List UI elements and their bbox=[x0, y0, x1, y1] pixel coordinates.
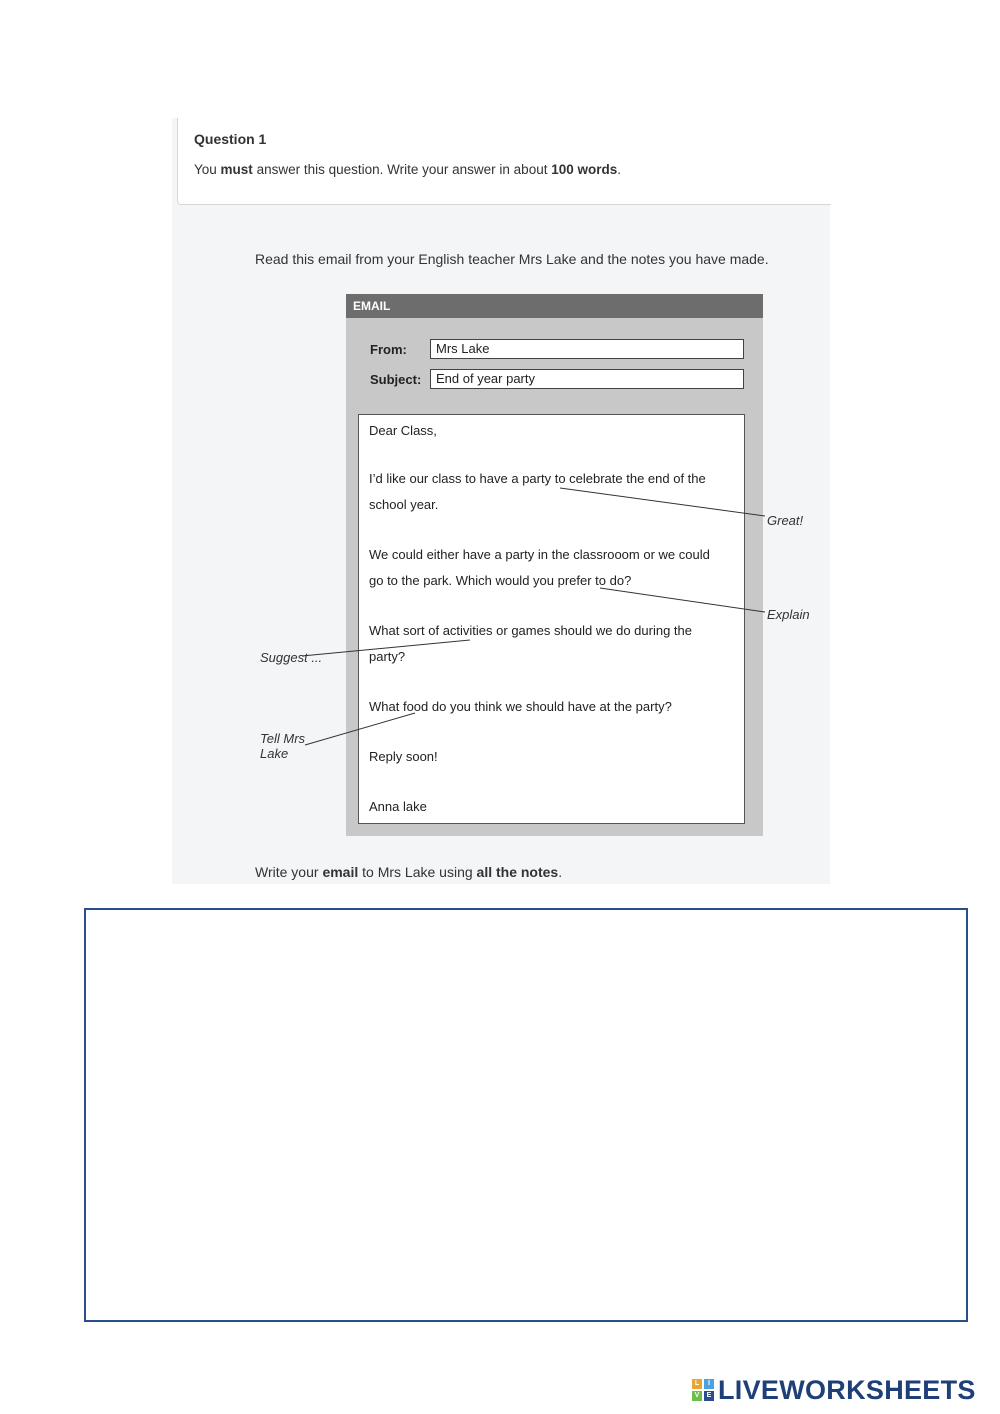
question-instruction bbox=[194, 162, 621, 177]
note-great: Great! bbox=[767, 513, 804, 528]
outro-part: to Mrs Lake using bbox=[358, 864, 477, 880]
note-tell-line: Tell Mrs bbox=[260, 731, 306, 746]
intro-text: Read this email from your English teacher Mrs Lake and the notes you have made. bbox=[255, 251, 769, 267]
note-explain: Explain bbox=[767, 607, 810, 622]
outro-emph-email: email bbox=[322, 864, 359, 880]
instr-text: answer this question. Write your answer in about bbox=[252, 162, 552, 177]
body-line-signature: Anna lake bbox=[369, 799, 427, 814]
note-tell-line: Lake bbox=[260, 746, 289, 761]
instr-emph-words: 100 words bbox=[551, 162, 618, 177]
logo-cell: V bbox=[692, 1391, 702, 1401]
logo-cell: I bbox=[704, 1379, 714, 1389]
outro-text bbox=[255, 864, 562, 880]
outro-emph-notes: all the notes bbox=[476, 864, 559, 880]
body-line-greeting: Dear Class, bbox=[369, 423, 437, 438]
instr-text: . bbox=[617, 162, 622, 177]
from-label: From: bbox=[370, 342, 407, 357]
email-header: EMAIL bbox=[346, 294, 763, 318]
email-body bbox=[358, 414, 745, 824]
liveworksheets-logo bbox=[692, 1375, 976, 1405]
body-line: go to the park. Which would you prefer to do? bbox=[369, 573, 632, 588]
body-line: party? bbox=[369, 649, 406, 664]
instr-emph-must: must bbox=[220, 162, 253, 177]
logo-text: LIVEWORKSHEETS bbox=[718, 1374, 976, 1405]
logo-cell: L bbox=[692, 1379, 702, 1389]
question-title: Question 1 bbox=[194, 131, 267, 147]
instr-text: You bbox=[194, 162, 221, 177]
body-line: What sort of activities or games should we do during the bbox=[369, 623, 692, 638]
note-suggest: Suggest ... bbox=[260, 650, 323, 665]
outro-part: . bbox=[558, 864, 563, 880]
subject-label: Subject: bbox=[370, 372, 422, 387]
body-line: We could either have a party in the classrooom or we could bbox=[369, 547, 710, 562]
question-header bbox=[177, 118, 831, 205]
logo-cell: E bbox=[704, 1391, 714, 1401]
body-line: school year. bbox=[369, 497, 439, 512]
subject-field: End of year party bbox=[430, 369, 744, 389]
answer-textbox[interactable] bbox=[84, 908, 968, 1322]
email-card bbox=[346, 294, 763, 836]
from-field: Mrs Lake bbox=[430, 339, 744, 359]
body-line: What food do you think we should have at the party? bbox=[369, 699, 672, 714]
logo-mark-icon bbox=[692, 1379, 714, 1401]
outro-part: Write your bbox=[255, 864, 323, 880]
body-line-closing: Reply soon! bbox=[369, 749, 438, 764]
body-line: I’d like our class to have a party to celebrate the end of the bbox=[369, 471, 706, 486]
note-tell bbox=[260, 731, 305, 761]
